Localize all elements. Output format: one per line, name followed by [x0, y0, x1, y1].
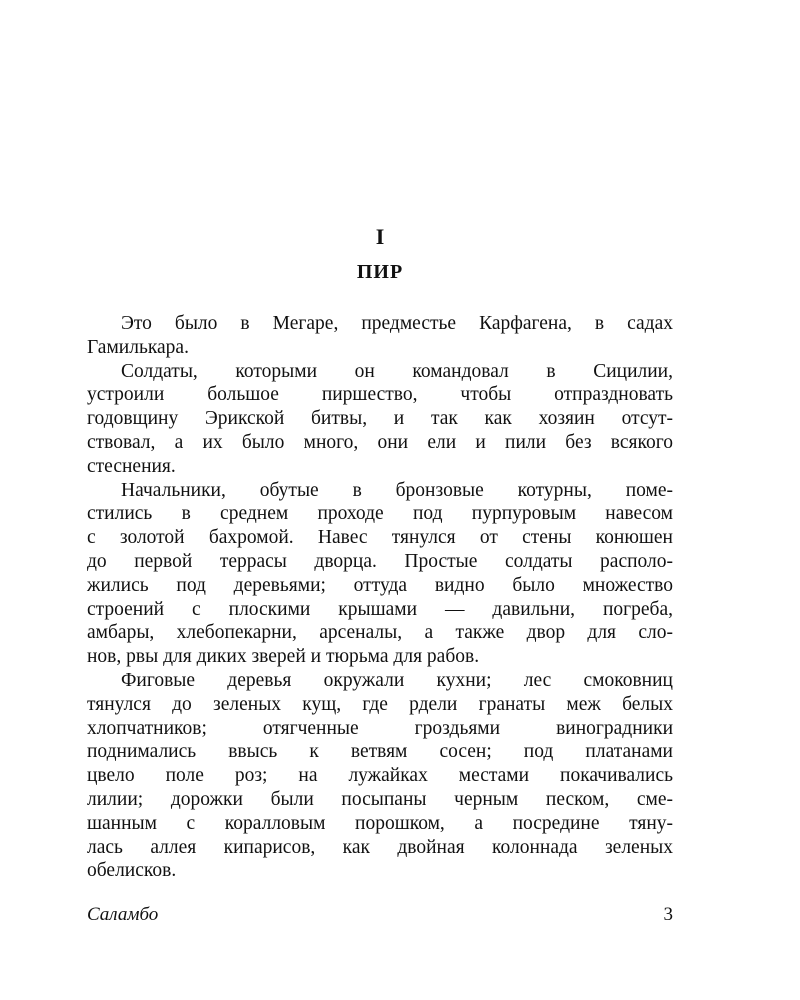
body-text	[87, 312, 673, 883]
running-footer-book-title: Саламбо	[87, 904, 159, 925]
text-line: шанным с коралловым порошком, а посредине тяну-	[87, 812, 673, 834]
chapter-number: I	[375, 224, 385, 249]
text-line: цвело поле роз; на лужайках местами покачивались	[87, 765, 673, 787]
text-line: стеснения.	[87, 455, 176, 477]
text-line: поднимались ввысь к ветвям сосен; под платанами	[87, 741, 673, 763]
text-line: годовщину Эрикской битвы, и так как хозяин отсут-	[87, 408, 673, 430]
text-line: до первой террасы дворца. Простые солдаты располо-	[87, 550, 673, 572]
text-line: ствовал, а их было много, они ели и пили без всякого	[87, 431, 673, 453]
text-line: лилии; дорожки были посыпаны черным песком, сме-	[87, 788, 673, 810]
text-line: жились под деревьями; оттуда видно было множество	[87, 574, 673, 596]
chapter-title: ПИР	[356, 261, 404, 283]
text-line: тянулся до зеленых кущ, где рдели гранаты меж белых	[87, 693, 673, 715]
text-line: с золотой бахромой. Навес тянулся от стены конюшен	[87, 527, 673, 549]
text-line: Фиговые деревья окружали кухни; лес смоковниц	[121, 669, 673, 691]
text-line: устроили большое пиршество, чтобы отпраздновать	[87, 384, 673, 406]
text-line: Солдаты, которыми он командовал в Сицилии,	[121, 360, 673, 382]
text-line: Начальники, обутые в бронзовые котурны, поме-	[121, 479, 673, 501]
text-line: хлопчатников; отягченные гроздьями виноградники	[87, 717, 673, 739]
text-line: стились в среднем проходе под пурпуровым навесом	[87, 503, 673, 525]
page-number: 3	[663, 904, 673, 925]
text-line: Гамилькара.	[87, 336, 189, 358]
text-line: строений с плоскими крышами — давильни, погреба,	[87, 598, 673, 620]
text-line: лась аллея кипарисов, как двойная колоннада зеленых	[87, 836, 673, 858]
text-line: амбары, хлебопекарни, арсеналы, а также двор для сло-	[87, 622, 673, 644]
text-line: обелисков.	[87, 860, 177, 882]
text-line: нов, рвы для диких зверей и тюрьма для рабов.	[87, 646, 480, 668]
text-line: Это было в Мегаре, предместье Карфагена, в садах	[121, 313, 673, 334]
